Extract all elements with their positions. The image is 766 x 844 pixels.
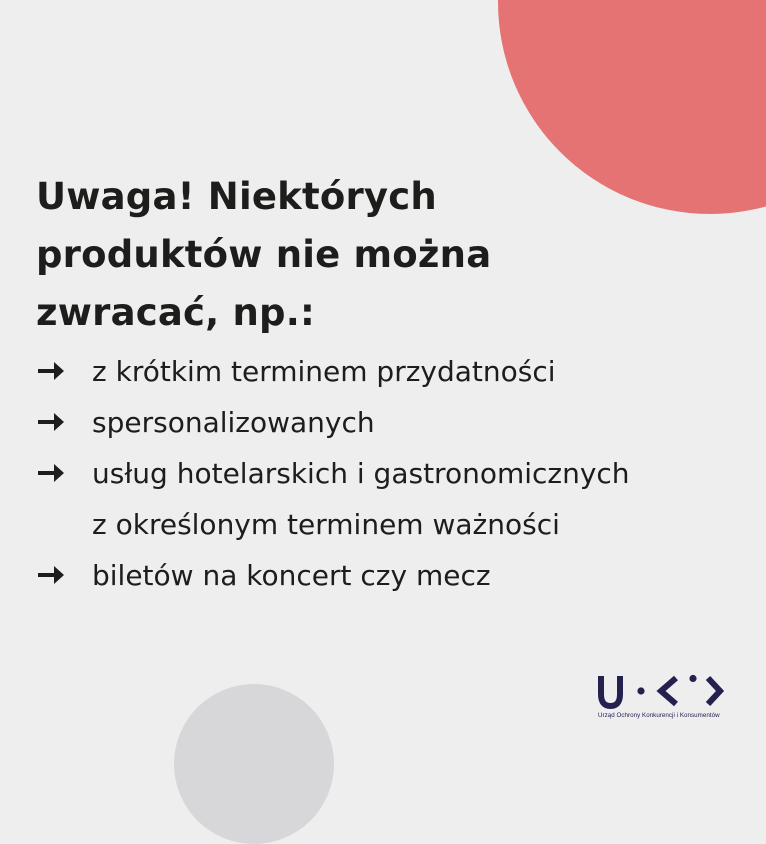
list-item-text: usług hotelarskich i gastronomicznych xyxy=(92,457,630,490)
arrow-right-icon xyxy=(36,563,66,587)
list-item xyxy=(36,550,756,601)
headline xyxy=(36,168,636,342)
arrow-right-icon xyxy=(36,359,66,383)
decorative-circle-gray xyxy=(174,684,334,844)
list-item-text: z krótkim terminem przydatności xyxy=(92,355,556,388)
headline-line: Uwaga! Niektórych xyxy=(36,175,437,218)
uokik-logo-mark xyxy=(598,674,724,710)
list-item-text: spersonalizowanych xyxy=(92,406,375,439)
list-item-text: biletów na koncert czy mecz xyxy=(92,559,491,592)
list-item xyxy=(36,397,756,448)
arrow-right-icon xyxy=(36,410,66,434)
list-item-text: z określonym terminem ważności xyxy=(92,508,560,541)
headline-line: produktów nie można xyxy=(36,233,492,276)
list-item xyxy=(36,448,756,550)
arrow-right-icon xyxy=(36,461,66,485)
logo-caption: Urząd Ochrony Konkurencji i Konsumentów xyxy=(598,712,720,719)
uokik-logo xyxy=(598,674,724,726)
exceptions-list xyxy=(36,346,756,601)
headline-line: zwracać, np.: xyxy=(36,291,315,334)
list-item xyxy=(36,346,756,397)
